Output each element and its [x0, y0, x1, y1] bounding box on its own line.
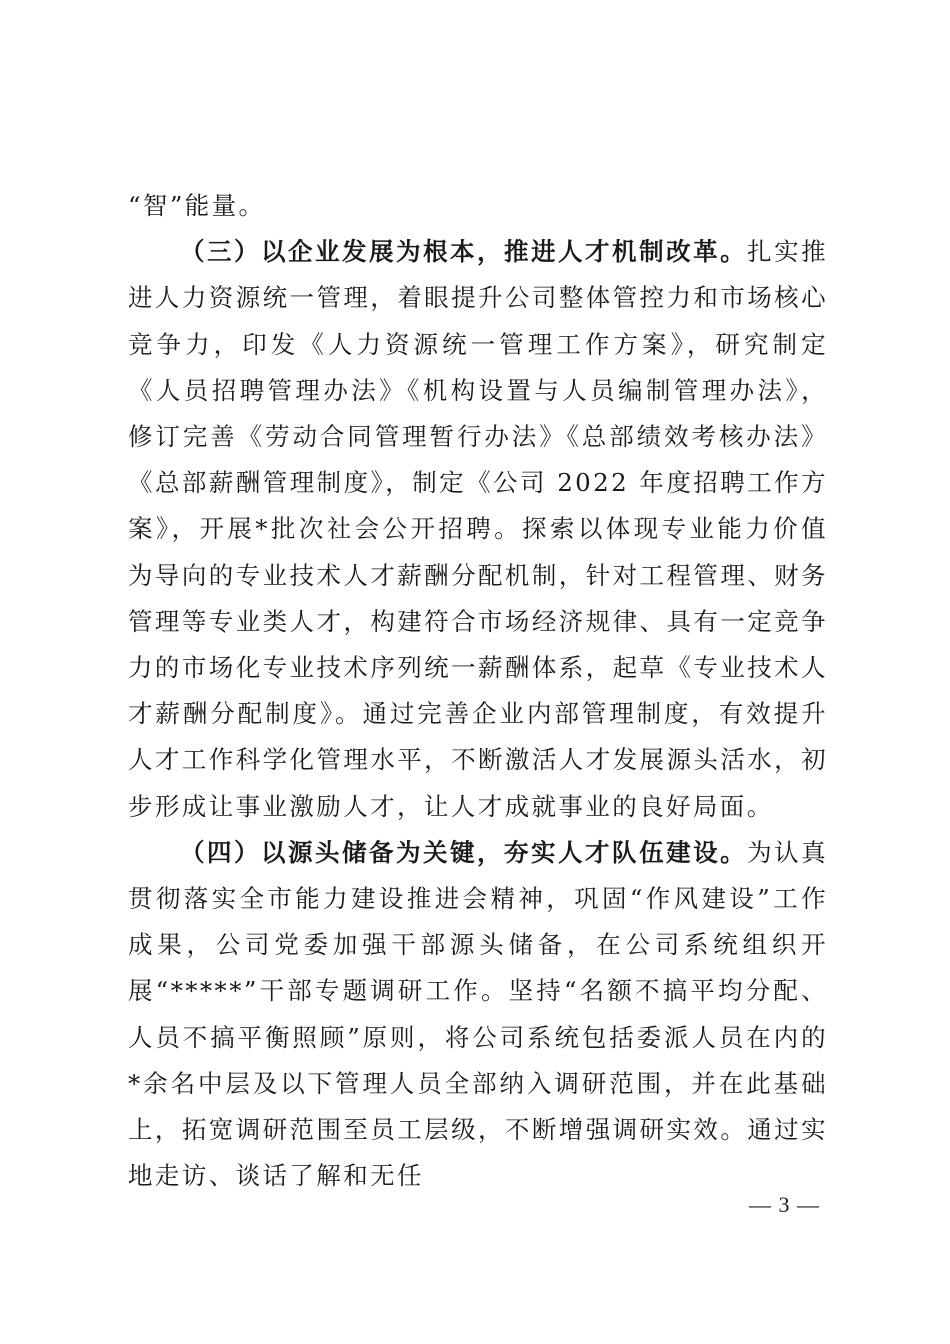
page-number: — 3 —: [749, 1192, 820, 1217]
paragraph-continuation: [128, 183, 828, 229]
section-four-heading: （四）以源头储备为关键，夯实人才队伍建设。: [180, 837, 748, 867]
paragraph-continuation-text: “智”能量。: [128, 191, 266, 220]
section-three-body: 扎实推进人力资源统一管理，着眼提升公司整体管控力和市场核心竞争力，印发《人力资源统一管理工作方案》，研究制定《人员招聘管理办法》《机构设置与人员编制管理办法》，修订完善《劳动合同管理暂行办法》《总部绩效考核办法》《总部薪酬管理制度》，制定《公司 2022 年度招聘工作方案》，开展*批次社会公开招聘。探索以体现专业能力价值为导向的专业技术人才薪酬分配机制，针对工程管理、财务管理等专业类人才，构建符合市场经济规律、具有一定竞争力的市场化专业技术序列统一薪酬体系，起草《专业技术人才薪酬分配制度》。通过完善企业内部管理制度，有效提升人才工作科学化管理水平，不断激活人才发展源头活水，初步形成让事业激励人才，让人才成就事业的良好局面。: [128, 237, 829, 821]
section-four-body: 为认真贯彻落实全市能力建设推进会精神，巩固“作风建设”工作成果，公司党委加强干部源头储备，在公司系统组织开展“*****”干部专题调研工作。坚持“名额不搞平均分配、人员不搞平衡照顾”原则，将公司系统包括委派人员在内的*余名中层及以下管理人员全部纳入调研范围，并在此基础上，拓宽调研范围至员工层级，不断增强调研实效。通过实地走访、谈话了解和无任: [128, 837, 829, 1191]
document-body: [128, 183, 828, 1199]
paragraph-section-three: [128, 229, 828, 830]
section-three-heading: （三）以企业发展为根本，推进人才机制改革。: [180, 237, 748, 267]
paragraph-section-four: [128, 830, 828, 1200]
